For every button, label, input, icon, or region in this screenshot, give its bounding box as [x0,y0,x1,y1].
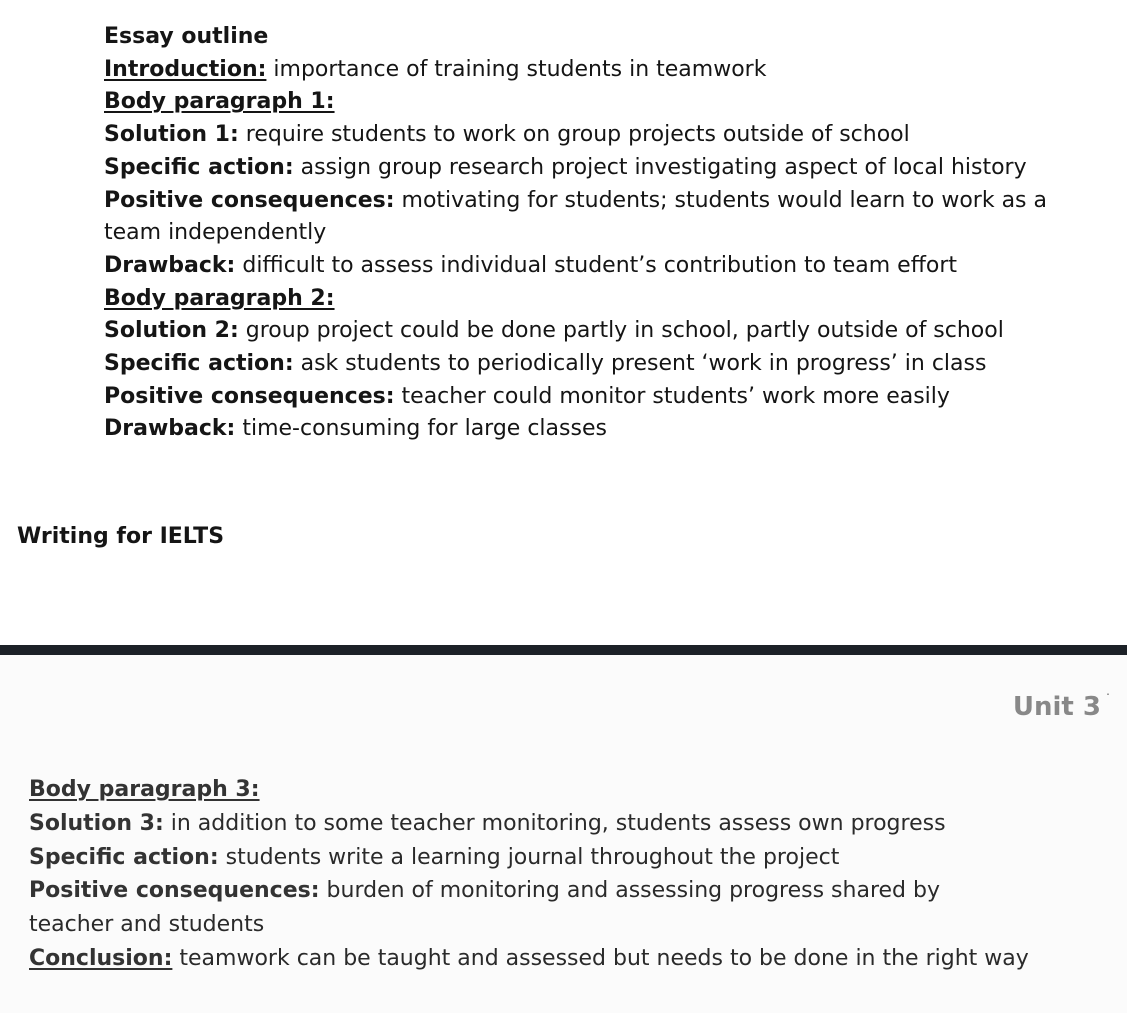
page-footer: Writing for IELTS [17,524,225,549]
body3-action-text: students write a learning journal throughout the project [218,844,840,870]
body1-solution-label: Solution 1: [104,122,239,148]
page-divider [0,645,1127,655]
body2-solution-line [104,315,1084,348]
body1-solution-text: require students to work on group projects outside of school [238,122,910,148]
body3-positive-label: Positive consequences: [29,878,320,904]
body1-action-label: Specific action: [104,154,294,180]
body3-action-line [29,841,1109,875]
body-paragraph-2-heading: Body paragraph 2: [104,285,335,311]
body1-drawback-line [104,250,1084,283]
body1-positive-line [104,185,1084,250]
introduction-label: Introduction: [104,56,267,82]
body3-solution-label: Solution 3: [29,810,164,836]
body1-action-line [104,152,1084,185]
body2-positive-label: Positive consequences: [104,383,395,409]
conclusion-line [29,942,1109,976]
unit-header [1013,692,1111,722]
body-paragraph-1-heading: Body paragraph 1: [104,89,335,115]
body3-solution-line [29,807,1109,841]
essay-outline-continued [29,773,1109,976]
essay-outline [104,21,1084,446]
body2-solution-text: group project could be done partly in school, partly outside of school [238,318,1004,344]
body3-positive-line [29,874,1009,942]
body3-positive-text: burden of monitoring and assessing progress shared by teacher and students [29,878,940,938]
body2-drawback-line [104,413,1084,446]
body1-positive-text: motivating for students; students would learn to work as a team independently [104,187,1047,246]
body2-drawback-text: time-consuming for large classes [235,416,607,442]
body2-action-text: ask students to periodically present ‘work in progress’ in class [293,351,987,377]
body1-solution-line [104,119,1084,152]
body2-solution-label: Solution 2: [104,318,239,344]
body2-action-line [104,348,1084,381]
outline-title: Essay outline [104,24,269,49]
body1-drawback-text: difficult to assess individual student’s contribution to team effort [235,252,958,278]
body1-drawback-label: Drawback: [104,252,236,278]
unit-label: Unit 3 [1012,692,1101,722]
introduction-text: importance of training students in teamwork [266,56,767,82]
body2-action-label: Specific action: [104,351,294,377]
unit-mark: ˙ [1105,692,1111,706]
body-paragraph-3-heading: Body paragraph 3: [29,777,260,802]
body1-positive-label: Positive consequences: [104,187,395,213]
body3-solution-text: in addition to some teacher monitoring, students assess own progress [163,810,946,836]
body3-action-label: Specific action: [29,844,219,870]
body2-positive-line [104,381,1084,414]
body2-positive-text: teacher could monitor students’ work more easily [394,383,950,409]
body1-action-text: assign group research project investigating aspect of local history [293,154,1027,180]
body2-drawback-label: Drawback: [104,416,236,442]
conclusion-text: teamwork can be taught and assessed but needs to be done in the right way [172,945,1029,971]
introduction-line [104,54,1084,87]
conclusion-label: Conclusion: [29,945,173,971]
bottom-page [0,655,1127,1013]
